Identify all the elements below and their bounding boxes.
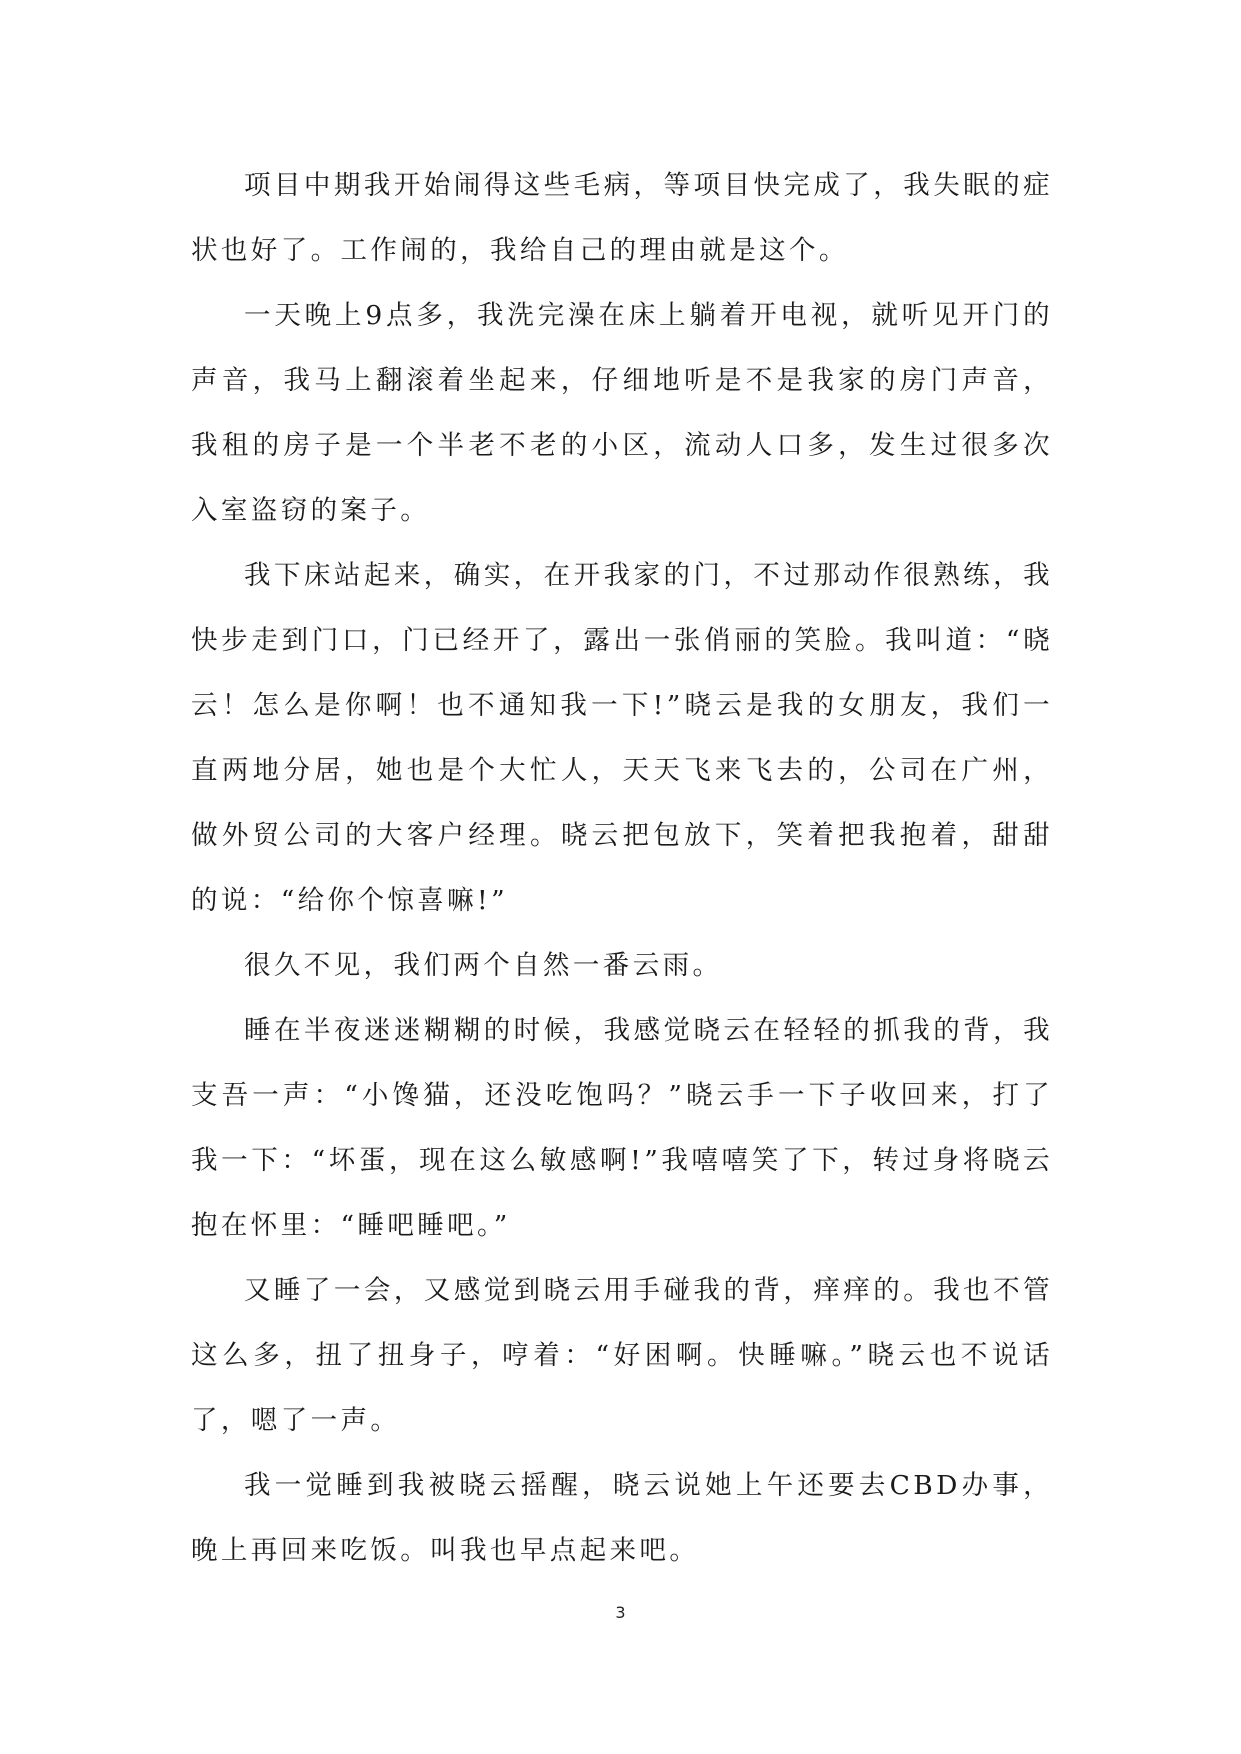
paragraph-3: 我下床站起来，确实，在开我家的门，不过那动作很熟练，我快步走到门口，门已经开了，露出一张俏丽的笑脸。我叫道：“晓云！怎么是你啊！也不通知我一下!”晓云是我的女朋友，我们一直两地分居，她也是个大忙人，天天飞来飞去的，公司在广州，做外贸公司的大客户经理。晓云把包放下，笑着把我抱着，甜甜的说：“给你个惊喜嘛!” (191, 560, 1053, 916)
document-body (191, 153, 1053, 1583)
paragraph-7: 我一觉睡到我被晓云摇醒，晓云说她上午还要去CBD办事，晚上再回来吃饭。叫我也早点起来吧。 (191, 1470, 1053, 1566)
paragraph-1: 项目中期我开始闹得这些毛病，等项目快完成了，我失眠的症状也好了。工作闹的，我给自己的理由就是这个。 (191, 170, 1053, 266)
page-number: 3 (615, 1603, 626, 1622)
paragraph-2: 一天晚上9点多，我洗完澡在床上躺着开电视，就听见开门的声音，我马上翻滚着坐起来，仔细地听是不是我家的房门声音，我租的房子是一个半老不老的小区，流动人口多，发生过很多次入室盗窃的案子。 (191, 300, 1053, 526)
paragraph-4: 很久不见，我们两个自然一番云雨。 (244, 950, 723, 981)
paragraph-5: 睡在半夜迷迷糊糊的时候，我感觉晓云在轻轻的抓我的背，我支吾一声：“小馋猫，还没吃饱吗？”晓云手一下子收回来，打了我一下：“坏蛋，现在这么敏感啊!”我嘻嘻笑了下，转过身将晓云抱在怀里：“睡吧睡吧。” (191, 1015, 1053, 1241)
paragraph-6: 又睡了一会，又感觉到晓云用手碰我的背，痒痒的。我也不管这么多，扭了扭身子，哼着：“好困啊。快睡嘛。”晓云也不说话了，嗯了一声。 (191, 1275, 1053, 1436)
